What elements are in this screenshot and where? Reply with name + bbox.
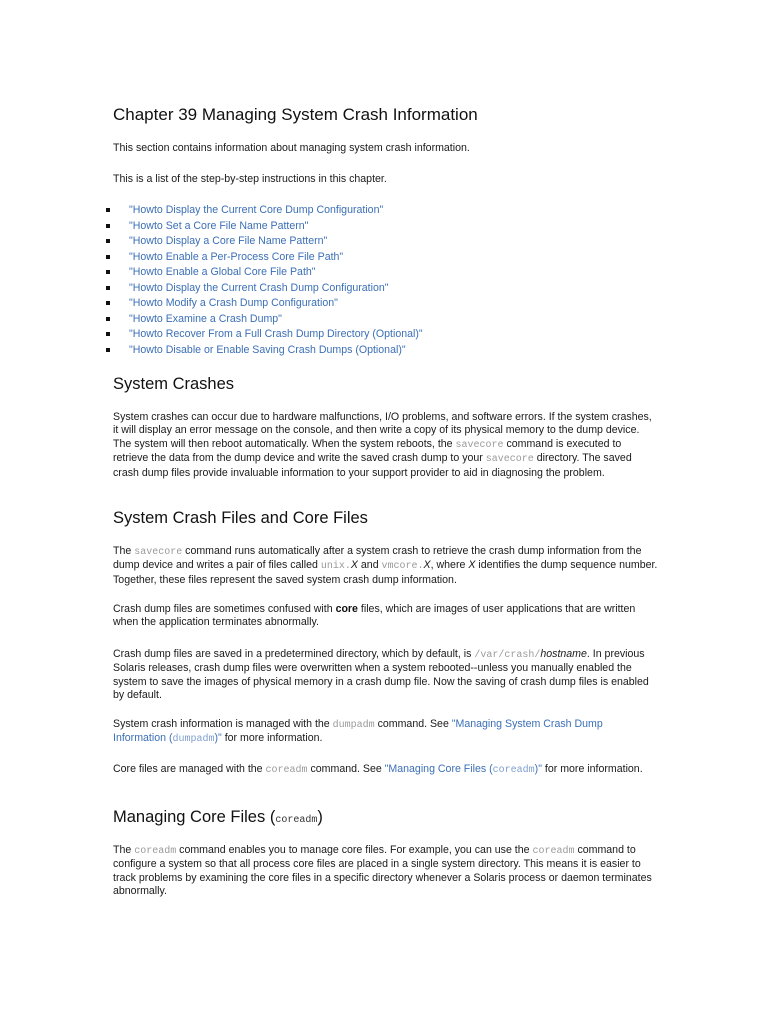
text-run: The — [113, 545, 135, 557]
code-vmcore: vmcore. — [381, 561, 424, 573]
crash-files-paragraph-2 — [113, 603, 658, 630]
toc-item[interactable] — [113, 343, 423, 359]
toc-item[interactable] — [113, 327, 423, 343]
list-intro-paragraph: This is a list of the step-by-step instructions in this chapter. — [113, 173, 387, 185]
code-coreadm: coreadm — [265, 765, 308, 776]
bullet-icon — [106, 255, 110, 259]
toc-link[interactable]: "Howto Modify a Crash Dump Configuration" — [129, 297, 338, 309]
bullet-icon — [106, 208, 110, 212]
variable-x: X — [350, 559, 358, 572]
system-crashes-paragraph — [113, 411, 658, 480]
section-heading-managing-core-files — [113, 808, 658, 827]
toc-item[interactable] — [113, 265, 423, 281]
intro-paragraph: This section contains information about managing system crash information. — [113, 142, 470, 154]
text-run: . In previous Solaris releases, crash dump files were overwritten when a system rebooted--unless you manually enabled the system to save the images of physical memory in a crash dump file. Now the saving of crash dump files is enabled by default. — [113, 648, 649, 702]
toc-item[interactable] — [113, 312, 423, 328]
toc-item[interactable] — [113, 281, 423, 297]
text-run: Crash dump files are saved in a predetermined directory, which by default, is — [113, 648, 475, 660]
text-run: command is executed to retrieve the data from the dump device and write the saved crash dump to your — [113, 437, 622, 465]
section-heading-crash-files: System Crash Files and Core Files — [113, 509, 368, 527]
toc-item[interactable] — [113, 219, 423, 235]
bullet-icon — [106, 270, 110, 274]
toc-item[interactable] — [113, 203, 423, 219]
crash-files-paragraph-4 — [113, 718, 658, 747]
text-run: Core files are managed with the — [113, 763, 266, 775]
bullet-icon — [106, 317, 110, 321]
bullet-icon — [106, 286, 110, 290]
code-coreadm: coreadm — [134, 846, 177, 857]
toc-link[interactable]: "Howto Enable a Per-Process Core File Path" — [129, 250, 344, 263]
text-run: identifies the dump sequence number. Together, these files represent the saved system crash dump information. — [113, 559, 658, 586]
toc-link[interactable]: "Howto Examine a Crash Dump" — [129, 312, 282, 325]
text-run: for more information. — [221, 732, 323, 745]
text-run: Crash dump files are sometimes confused with — [113, 603, 336, 615]
toc-link[interactable]: "Howto Display the Current Crash Dump Configuration" — [129, 281, 389, 294]
variable-x: X — [423, 559, 431, 572]
text-run: files, which are images of user applications that are written when the application terminates abnormally. — [113, 603, 636, 629]
code-coreadm: coreadm — [532, 846, 575, 857]
heading-text: ) — [317, 808, 323, 826]
toc-item[interactable] — [113, 296, 423, 312]
text-run: command runs automatically after a system crash to retrieve the crash dump information from the dump device and writes a pair of files called — [113, 545, 642, 572]
bullet-icon — [106, 224, 110, 228]
text-run: System crashes can occur due to hardware malfunctions, I/O problems, and software errors. If the system crashes, it will display an error message on the console, and then write a copy of its physical memory to the dump device. The system will then reboot automatically. When the system reboots, the — [113, 411, 652, 450]
bullet-icon — [106, 301, 110, 305]
text-run: for more information. — [541, 763, 643, 775]
code-unix: unix. — [320, 561, 351, 573]
toc-item[interactable] — [113, 234, 423, 250]
code-path: /var/crash/ — [474, 650, 541, 661]
link-text[interactable]: )" — [534, 763, 542, 775]
toc-link[interactable]: "Howto Display a Core File Name Pattern" — [129, 235, 328, 247]
heading-text: Managing Core Files ( — [113, 808, 276, 826]
text-run: command. See — [307, 763, 385, 775]
code-dumpadm: dumpadm — [332, 720, 375, 731]
bold-core: core — [335, 603, 358, 615]
crash-files-paragraph-5 — [113, 763, 658, 777]
code-savecore: savecore — [485, 454, 534, 466]
text-run: command. See — [374, 718, 452, 730]
section-heading-system-crashes: System Crashes — [113, 375, 235, 393]
variable-hostname: hostname — [540, 648, 587, 660]
toc-link[interactable]: "Howto Set a Core File Name Pattern" — [129, 219, 309, 232]
toc-link[interactable]: "Howto Display the Current Core Dump Configuration" — [129, 204, 384, 216]
code-savecore: savecore — [455, 439, 504, 451]
toc-link[interactable]: "Howto Enable a Global Core File Path" — [129, 266, 316, 278]
code-savecore: savecore — [134, 547, 183, 558]
text-run: directory. The saved crash dump files provide invaluable information to your support provider to aid in diagnosing the problem. — [113, 452, 632, 479]
toc-item[interactable] — [113, 250, 423, 266]
text-run: command enables you to manage core files. For example, you can use the — [176, 844, 533, 856]
code-coreadm: coreadm — [275, 815, 318, 826]
bullet-icon — [106, 332, 110, 336]
code-dumpadm[interactable]: dumpadm — [172, 734, 215, 746]
text-run: , where — [430, 559, 469, 572]
bullet-icon — [106, 239, 110, 243]
link-text[interactable]: "Managing Core Files ( — [384, 763, 493, 775]
chapter-title: Chapter 39 Managing System Crash Information — [113, 105, 478, 124]
text-run: command to configure a system so that all process core files are placed in a single system directory. This means it is easier to track problems by examining the core files in a specific directory whenever a Solaris process or daemon terminates abnormally. — [113, 844, 652, 898]
text-run: The — [113, 844, 135, 856]
link-text[interactable]: )" — [214, 732, 222, 745]
toc-link[interactable]: "Howto Disable or Enable Saving Crash Dumps (Optional)" — [129, 343, 406, 356]
text-run: and — [357, 559, 382, 572]
text-run: System crash information is managed with the — [113, 718, 333, 730]
link-text[interactable]: "Managing System Crash Dump Information ( — [113, 718, 603, 745]
toc-link[interactable]: "Howto Recover From a Full Crash Dump Directory (Optional)" — [129, 328, 423, 340]
crash-files-paragraph-3 — [113, 648, 658, 703]
core-files-paragraph — [113, 844, 658, 899]
variable-x: X — [468, 559, 476, 572]
bullet-icon — [106, 348, 110, 352]
toc-list — [113, 203, 423, 358]
code-coreadm[interactable]: coreadm — [492, 765, 535, 776]
crash-files-paragraph-1 — [113, 545, 658, 587]
link-managing-core-files[interactable] — [385, 763, 542, 775]
